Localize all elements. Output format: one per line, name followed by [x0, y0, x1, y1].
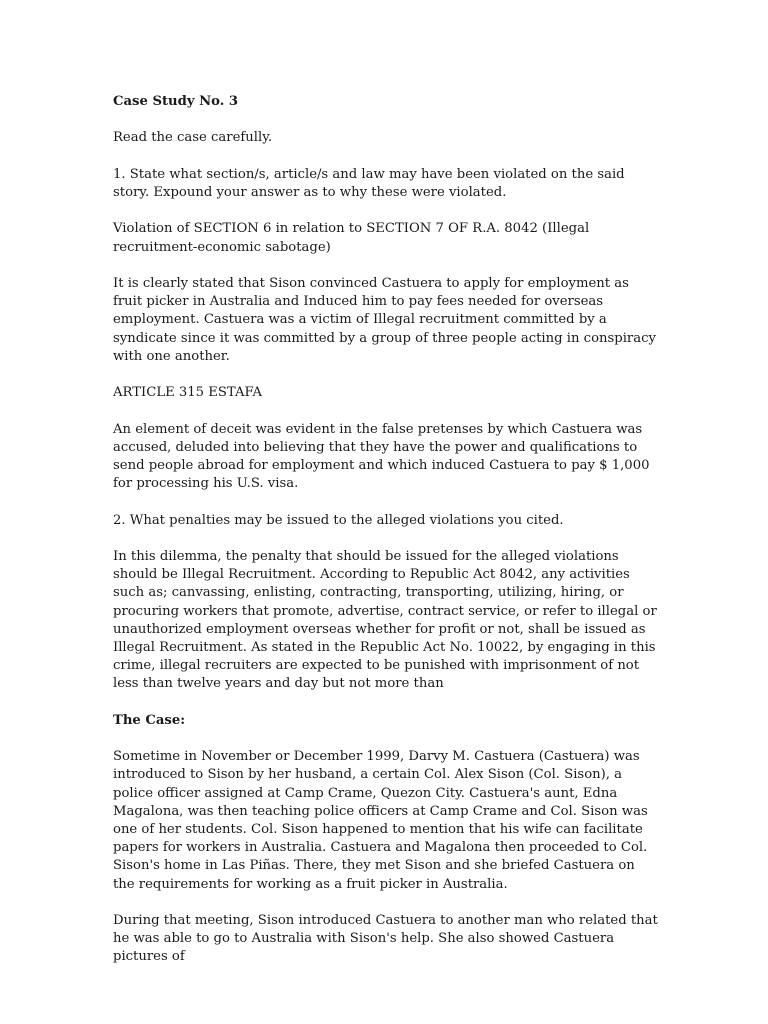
document-title: Case Study No. 3 — [113, 94, 239, 109]
article-heading: ARTICLE 315 ESTAFA — [113, 385, 263, 401]
article-explanation: An element of deceit was evident in the false pretenses by which Castuera was accused, deluded into believing that they have the power and qualifications to send people abroad for employment and which induced Castuera to pay $ 1,000 for processing his U.S. visa. — [113, 421, 650, 492]
case-paragraph-2: During that meeting, Sison introduced Castuera to another man who related that he was able to go to Australia with Sison's help. She also showed Castuera pictures of — [113, 912, 658, 965]
penalty-answer: In this dilemma, the penalty that should be issued for the alleged violations should be Illegal Recruitment. According to Republic Act 8042, any activities such as; canvassing, enlisting, contracting, transporting, utilizing, hiring, or procuring workers that promote, advertise, contract service, or refer to illegal or unauthorized employment overseas whether for profit or not, shall be issued as Illegal Recruitment. As stated in the Republic Act No. 10022, by engaging in this crime, illegal recruiters are expected to be punished with imprisonment of not less than twelve years and day but not more than — [113, 548, 657, 692]
violation-explanation: It is clearly stated that Sison convinced Castuera to apply for employment as fruit picker in Australia and Induced him to pay fees needed for overseas employment. Castuera was a victim of Illegal recruitment committed by a syndicate since it was committed by a group of three people acting in conspiracy with one another. — [113, 275, 656, 364]
instruction-text: Read the case carefully. — [113, 130, 273, 146]
case-paragraph-1: Sometime in November or December 1999, Darvy M. Castuera (Castuera) was introduced to Sison by her husband, a certain Col. Alex Sison (Col. Sison), a police officer assigned at Camp Crame, Quezon City. Castuera's aunt, Edna Magalona, was then teaching police officers at Camp Crame and Col. Sison was one of her students. Col. Sison happened to mention that his wife can facilitate papers for workers in Australia. Castuera and Magalona then proceeded to Col. Sison's home in Las Piñas. There, they met Sison and she briefed Castuera on the requirements for working as a fruit picker in Australia. — [113, 749, 648, 892]
violation-heading: Violation of SECTION 6 in relation to SECTION 7 OF R.A. 8042 (Illegal recruitment-economic sabotage) — [113, 221, 590, 255]
document-page — [113, 93, 658, 985]
question-2: 2. What penalties may be issued to the alleged violations you cited. — [113, 512, 564, 528]
case-heading: The Case: — [113, 712, 186, 728]
question-1: 1. State what section/s, article/s and law may have been violated on the said story. Expound your answer as to why these were violated. — [113, 166, 625, 200]
